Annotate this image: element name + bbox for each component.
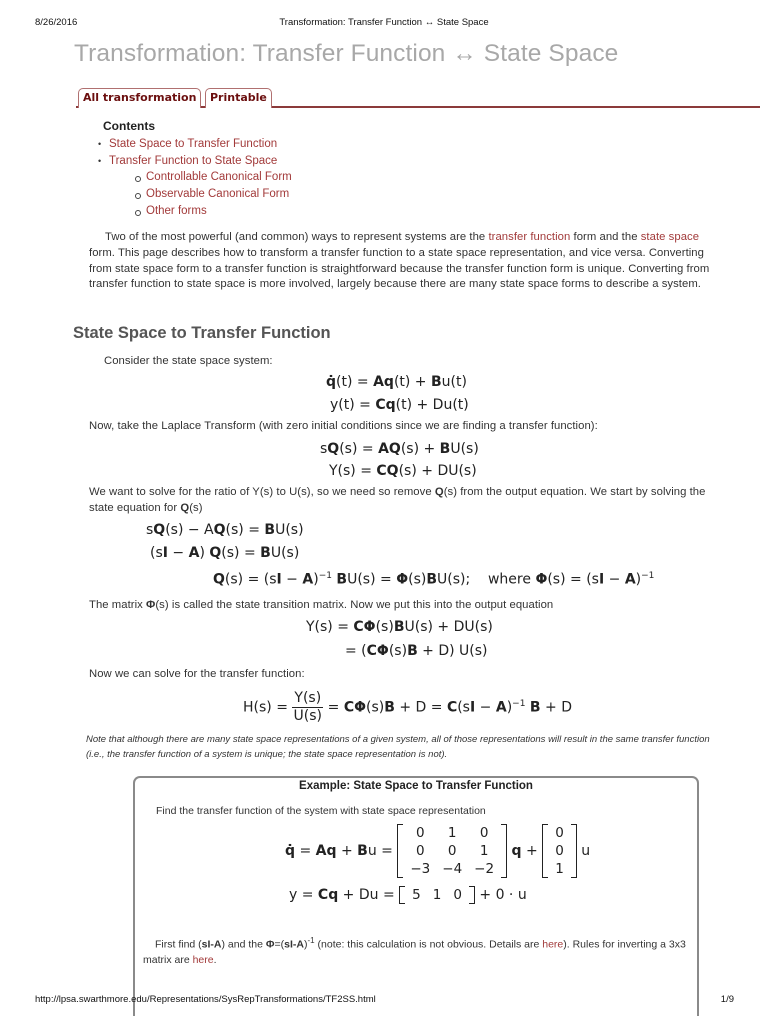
solve-text (89, 485, 709, 517)
matrix-cell: 0 (416, 825, 425, 841)
tab-printable[interactable]: Printable (205, 88, 272, 108)
note-text: Note that although there are many state space representations of a given system, all of those representations will result in the same transfer function (i.e., the transfer function of a system is unique; the state space representation is not). (86, 734, 710, 760)
text: ) (304, 938, 308, 951)
text: (note: this calculation is not obvious. Details are (314, 938, 543, 951)
intro-text: form. This page describes how to transform a transfer function to a state space representation, and vice versa. Converting from state space form to a transfer function is straightforward because the transfer function form is unique. Converting from transfer function to state space is more involved, largely because there are many state space forms to describe a system. (89, 246, 710, 291)
intro-text: form and the (570, 231, 641, 243)
matrix-cell: 1 (432, 887, 442, 903)
matrix-cell: 0 (555, 843, 564, 859)
matrix-cell: 0 (416, 843, 425, 859)
inverting-rules-here-link[interactable]: here (192, 953, 214, 966)
text: First find ( (155, 938, 202, 951)
text: Φ (265, 938, 275, 951)
intro-paragraph (89, 230, 715, 293)
toc-link[interactable]: Transfer Function to State Space (109, 154, 278, 167)
matrix-cell: 5 (412, 887, 421, 903)
text: -1 (307, 936, 315, 945)
toc-link[interactable]: Observable Canonical Form (146, 188, 290, 201)
section-title-ss-to-tf: State Space to Transfer Function (73, 324, 331, 342)
matrix-B (542, 824, 577, 878)
laplace-text: Now, take the Laplace Transform (with zero initial conditions since we are finding a transfer function): (89, 420, 598, 432)
text: We want to solve for the ratio of Y(s) to U(s), so we need so remove (89, 486, 435, 498)
text: (s) from the output equation. We start by solving the state equation for (89, 486, 706, 514)
matrix-cell: −3 (410, 861, 431, 877)
matrix-A (397, 824, 507, 878)
phi-text (89, 598, 553, 614)
state-space-link[interactable]: state space (640, 231, 700, 243)
text: ) and the (221, 938, 266, 951)
toc-item-observable[interactable] (99, 186, 292, 203)
solve-step-1: sQ(s) − AQ(s) = BU(s) (146, 522, 304, 538)
matrix-cell: 1 (447, 825, 457, 841)
output-sub-equation-1: Y(s) = CΦ(s)BU(s) + DU(s) (306, 619, 493, 635)
text: Q (434, 486, 444, 498)
table-of-contents (103, 119, 292, 219)
text: (s) (189, 501, 203, 514)
page-title: Transformation: Transfer Function ↔ State Space (74, 40, 619, 67)
text: ). Rules for inverting a 3x3 matrix are (143, 938, 686, 966)
matrix-cell: −4 (442, 861, 463, 877)
example-title: Example: State Space to Transfer Function (299, 780, 533, 792)
toc-item-tf-to-ss[interactable] (99, 153, 292, 170)
matrix-cell: 1 (555, 861, 564, 877)
matrix-cell: 1 (479, 843, 489, 859)
print-title: Transformation: Transfer Function ↔ State Space (279, 17, 489, 28)
toc-link[interactable]: Other forms (146, 204, 207, 217)
print-date: 8/26/2016 (35, 17, 78, 28)
output-equation: y(t) = Cq(t) + Du(t) (330, 397, 469, 413)
consider-text: Consider the state space system: (104, 355, 273, 367)
matrix-cell: 0 (447, 843, 457, 859)
example-state-equation: q̇ = Aq + Bu = 0 1 0 0 0 1 −3 −4 −2 q + 0 0 1 u (285, 825, 591, 877)
output-sub-equation-2: = (CΦ(s)B + D) U(s) (345, 643, 488, 659)
solve-step-2: (sI − A) Q(s) = BU(s) (150, 545, 300, 561)
example-output-equation: y = Cq + Du = 5 1 0 + 0 · u (289, 887, 527, 903)
toc-item-controllable[interactable] (99, 169, 292, 186)
matrix-cell: 0 (555, 825, 564, 841)
toc-link[interactable]: Controllable Canonical Form (146, 171, 292, 184)
tab-bar (76, 86, 760, 108)
text: The matrix (89, 599, 147, 611)
contents-heading: Contents (103, 119, 155, 133)
text: sI-A (201, 938, 222, 951)
text: Φ (146, 599, 156, 611)
transfer-function-equation: H(s) = $\frac{Y(s)}{U(s)}$ = CΦ(s)B + D = C(sI − A)$^{-1}$ B + D (243, 690, 572, 724)
toc-link[interactable]: State Space to Transfer Function (109, 138, 278, 150)
example-find-text: Find the transfer function of the system with state space representation (156, 805, 486, 817)
text: (s) is called the state transition matrix. Now we put this into the output equation (155, 599, 554, 611)
text: =( (274, 938, 285, 951)
matrix-D: 0 (495, 887, 505, 903)
text: Q (180, 501, 190, 514)
toc-item-other-forms[interactable] (99, 203, 292, 220)
matrix-cell: −2 (474, 861, 495, 877)
matrix-C (399, 886, 475, 904)
laplace-output-equation: Y(s) = CQ(s) + DU(s) (329, 463, 477, 479)
solve-step-3: Q(s) = (sI − A)$^{-1}$ BU(s) = Φ(s)BU(s); where Φ(s) = (sI − A)$^{-1}$ (213, 571, 655, 588)
intro-text: Two of the most powerful (and common) ways to represent systems are the (105, 231, 489, 243)
laplace-state-equation: sQ(s) = AQ(s) + BU(s) (320, 441, 479, 457)
toc-item-ss-to-tf[interactable] (99, 136, 292, 153)
print-url: http://lpsa.swarthmore.edu/Representations/SysRepTransformations/TF2SS.html (35, 994, 376, 1005)
print-header (0, 17, 768, 31)
state-equation: q̇(t) = Aq(t) + Bu(t) (326, 374, 467, 390)
text: . (213, 953, 217, 966)
matrix-cell: 0 (479, 825, 489, 841)
tab-all-transformation[interactable]: All transformation (78, 88, 201, 108)
page-number: 1/9 (720, 994, 734, 1005)
example-box (133, 776, 699, 1016)
transfer-function-link[interactable]: transfer function (488, 231, 571, 243)
tf-text: Now we can solve for the transfer function: (89, 668, 305, 680)
text: sI-A (284, 938, 304, 951)
matrix-cell: 0 (453, 887, 462, 903)
example-first-find-text (143, 933, 703, 968)
details-here-link[interactable]: here (542, 938, 564, 951)
